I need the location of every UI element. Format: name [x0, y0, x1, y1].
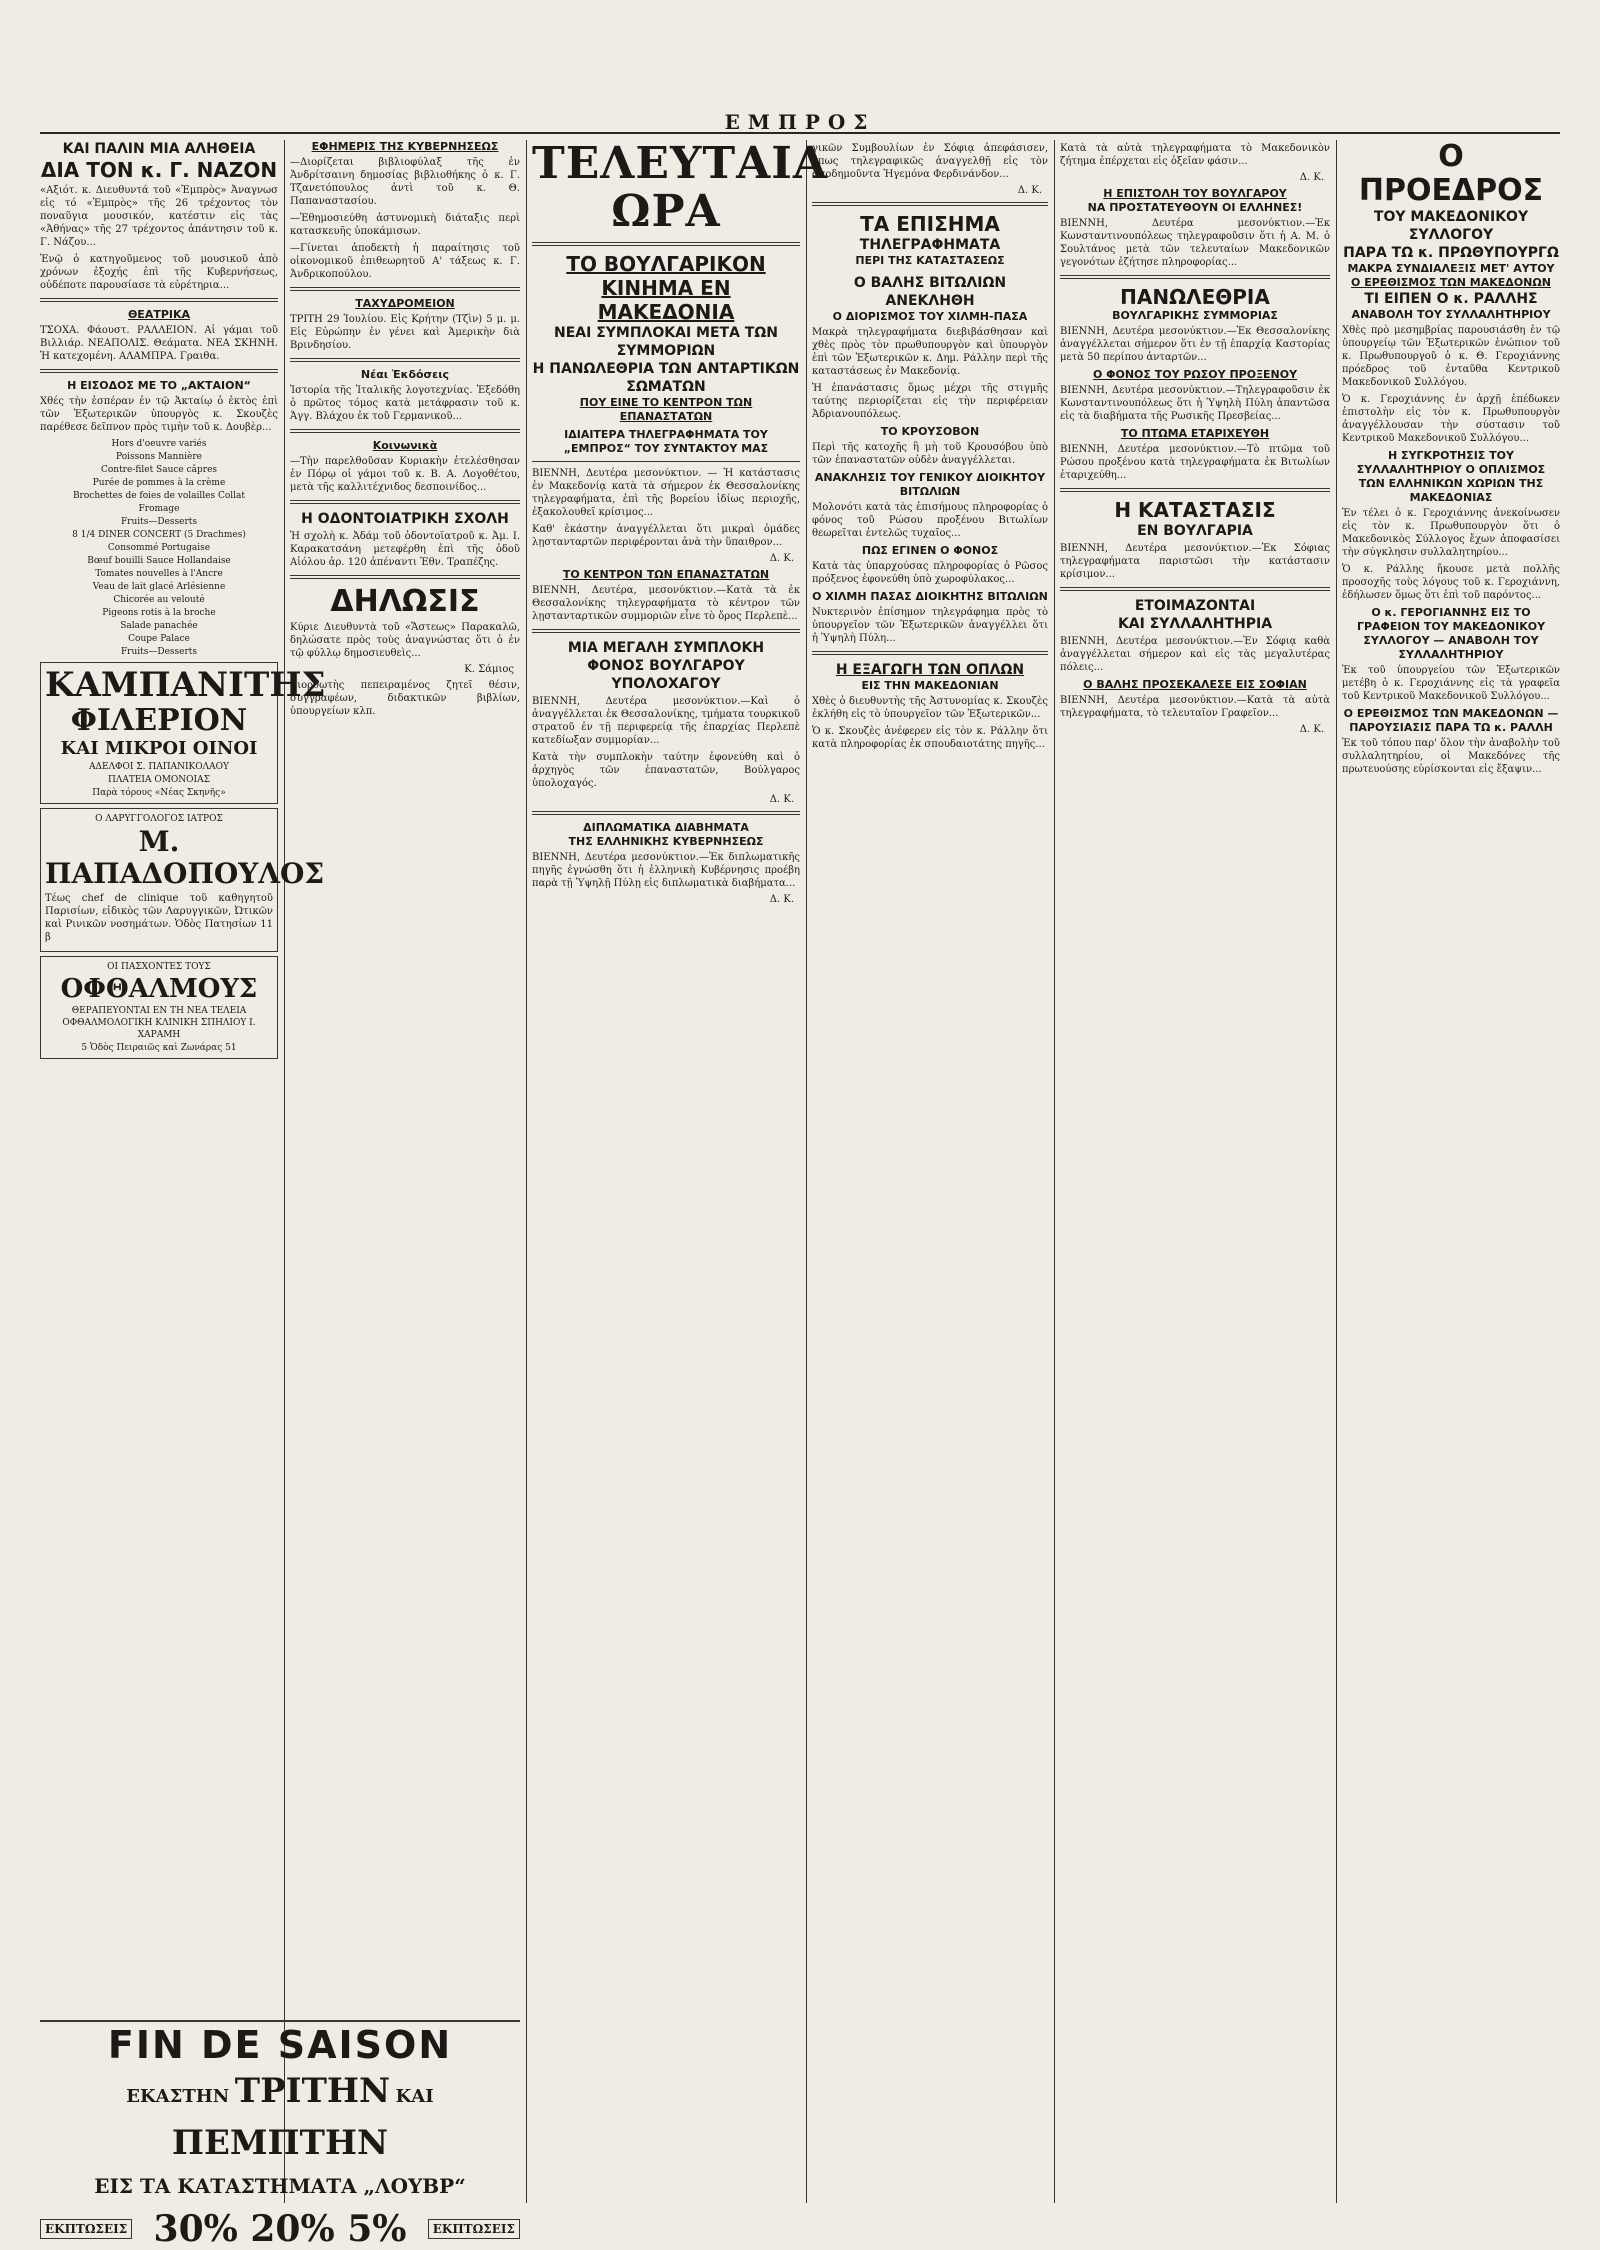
menu-item: Salade panachée — [120, 621, 198, 631]
article-text: Χθὲς πρὸ μεσημβρίας παρουσιάσθη ἐν τῷ ὑπουργείῳ τῶν Ἐξωτερικῶν ἐνώπιον τοῦ κ. Πρωθυπουργοῦ ὁ κ. Θ. Γεροχιάννης πρόεδρος τοῦ ἐνταῦθα Κεντρικοῦ Μακεδονικοῦ Συλλόγου. — [1342, 325, 1560, 388]
divider — [812, 651, 1048, 655]
headline: ΝΑ ΠΡΟΣΤΑΤΕΥΘΟΥΝ ΟΙ ΕΛΛΗΝΕΣ! — [1087, 201, 1303, 214]
column-3 — [532, 138, 828, 2203]
ad-text: Τέως chef de clinique τοῦ καθηγητοῦ Παρισίων, εἰδικὸς τῶν Λαρυγγικῶν, Ὠτικῶν καὶ Ρινικῶν νοσημάτων. Ὁδὸς Πατησίων 11 β — [45, 893, 273, 943]
section-heading: Ο ΧΙΛΜΗ ΠΑΣΑΣ ΔΙΟΙΚΗΤΗΣ ΒΙΤΩΛΙΩΝ — [812, 590, 1048, 603]
divider — [40, 369, 278, 373]
ad-title: ΦΙΛΕΡΙΟΝ — [70, 703, 248, 738]
advertisement — [40, 662, 326, 804]
article-text: γικῶν Συμβουλίων ἐν Σόφιᾳ ἀπεφάσισεν, ὅπως τηλεγραφικῶς ἀναγγελθῇ εἰς τὸν ἀποδημοῦντα Ἡγεμόνα Φερδινάνδον... — [812, 143, 1048, 180]
menu-item: Contre-filet Sauce câpres — [100, 465, 218, 475]
ad-title: ΟΦΘΑΛΜΟΥΣ — [60, 974, 258, 1004]
menu-item: Coupe Palace — [128, 634, 190, 644]
ad-word: ΤΡΙΤΗΝ — [234, 2071, 391, 2111]
section-heading: ΦΟΝΟΣ ΒΟΥΛΓΑΡΟΥ ΥΠΟΛΟΧΑΓΟΥ — [587, 658, 745, 692]
headline: ΠΕΡΙ ΤΗΣ ΚΑΤΑΣΤΑΣΕΩΣ — [855, 254, 1005, 267]
ad-line: Παρὰ τόρους «Νέας Σκηνῆς» — [92, 788, 226, 798]
section-heading: ΜΙΑ ΜΕΓΑΛΗ ΣΥΜΠΛΟΚΗ — [567, 640, 765, 656]
divider — [290, 429, 520, 433]
article-text: Ἐνῷ ὁ κατηγοῦμενος τοῦ μουσικοῦ ἀπὸ χρόνων ἐξοχής ἐπὶ τῆς Κυβερνήσεως, οὐδέποτε παρουσίασε τὰ εὐρέτηρια... — [40, 254, 278, 291]
article-text: Ὁ κ. Σκουζὲς ἀνέφερεν εἰς τὸν κ. Ράλλην ὅτι κατὰ πληροφορίας ἐκ σπουδαιοτάτης πηγῆς... — [812, 726, 1048, 750]
ad-line: ΑΔΕΛΦΟΙ Σ. ΠΑΠΑΝΙΚΟΛΑΟΥ — [89, 762, 229, 772]
column-rule — [1336, 140, 1337, 2203]
divider — [290, 500, 520, 504]
headline: ΔΙΑ ΤΟΝ κ. Γ. ΝΑΖΟΝ — [40, 158, 278, 182]
article-text: ΒΙΕΝΝΗ, Δευτέρα μεσονύκτιον.—Ἐκ Σόφιας τηλεγραφήματα παριστῶσι τὴν κατάστασιν κρίσιμον... — [1060, 543, 1330, 580]
menu-item: Fruits—Desserts — [120, 517, 198, 527]
section-heading: Ο κ. ΓΕΡΟΓΙΑΝΝΗΣ ΕΙΣ ΤΟ ΓΡΑΦΕΙΟΝ ΤΟΥ ΜΑΚΕΔΟΝΙΚΟΥ ΣΥΛΛΟΓΟΥ — ΑΝΑΒΟΛΗ ΤΟΥ ΣΥΛΛΑΛΗΤΗΡΙΟΥ — [1356, 606, 1546, 661]
ad-line: Ο ΛΑΡΥΓΓΟΛΟΓΟΣ ΙΑΤΡΟΣ — [95, 814, 223, 824]
article-text: —Τὴν παρελθοῦσαν Κυριακὴν ἐτελέσθησαν ἐν Πόρῳ οἱ γάμοι τοῦ κ. Β. Α. Λογοθέτου, μετὰ τῆς καλλιτέχνιδος δεσποινίδος... — [290, 456, 520, 493]
article-text: ΒΙΕΝΝΗ, Δευτέρα μεσονύκτιον.—Ἐκ Θεσσαλονίκης ἀναγγέλλεται σήμερον ὅτι ἐν τῇ ἐπαρχίᾳ Καστορίας μετὰ 50 περίπου ἀνταρτῶν... — [1060, 326, 1330, 363]
ad-line: 5 Ὁδὸς Πειραιῶς καὶ Ζωνάρας 51 — [81, 1043, 237, 1053]
divider — [290, 358, 520, 362]
article-text: ΒΙΕΝΝΗ, Δευτέρα μεσονύκτιον.—Ἐκ Κωνσταντινουπόλεως τηλεγραφοῦσιν ὅτι ἡ Α. Μ. ὁ Σουλτάνος μετὰ τῶν τελευταίων Μακεδονικῶν γεγονότων ἐζήτησε πληροφορίας... — [1060, 218, 1330, 268]
ad-title: ΚΑΜΠΑΝΙΤΗΣ — [45, 665, 326, 705]
article-text: Νυκτερινὸν ἐπίσημον τηλεγράφημα πρὸς τὸ ὑπουργεῖον τῶν Ἐξωτερικῶν ἀναγγέλλει ὅτι ἡ Ὑψηλὴ Πύλη... — [812, 607, 1048, 644]
divider — [532, 811, 800, 815]
column-6 — [1342, 140, 1560, 2203]
article-text: ΒΙΕΝΝΗ, Δευτέρα μεσονύκτιον.—Τὸ πτῶμα τοῦ Ρώσου προξένου κατὰ τηλεγραφήματα ἐκ Βιτωλίων ἐταριχεύθη... — [1060, 444, 1330, 481]
menu-item: Fromage — [138, 504, 180, 514]
bottom-advertisement — [40, 2020, 520, 2250]
menu-item: Veau de lait glacé Arlésienne — [92, 582, 226, 592]
divider — [1060, 587, 1330, 591]
section-heading: ΠΩΣ ΕΓΙΝΕΝ Ο ΦΟΝΟΣ — [861, 544, 999, 557]
headline: ΠΟΥ ΕΙΝΕ ΤΟ ΚΕΝΤΡΟΝ ΤΩΝ ΕΠΑΝΑΣΤΑΤΩΝ — [579, 396, 753, 423]
ad-word: ΚΑΙ — [395, 2086, 434, 2107]
article-text: ΤΡΙΤΗ 29 Ἰουλίου. Εἰς Κρήτην (Τζὶν) 5 μ. μ. Εἰς Εὐρώπην ἐν γένει καὶ Ἀμερικὴν διὰ Βρινδησίου. — [290, 314, 520, 351]
menu-item: Bœuf bouilli Sauce Hollandaise — [87, 556, 231, 566]
section-heading: Η ΣΥΓΚΡΟΤΗΣΙΣ ΤΟΥ ΣΥΛΛΑΛΗΤΗΡΙΟΥ Ο ΟΠΛΙΣΜΟΣ ΤΩΝ ΕΛΛΗΝΙΚΩΝ ΧΩΡΙΩΝ ΤΗΣ ΜΑΚΕΔΟΝΙΑΣ — [1356, 449, 1546, 504]
column-rule — [284, 140, 285, 2203]
article-text: Καθ' ἑκάστην ἀναγγέλλεται ὅτι μικραὶ ὁμάδες λῃστανταρτῶν περιφέρονται ἀνὰ τὴν ὕπαιθρον... — [532, 524, 800, 548]
advertisement — [40, 808, 325, 952]
headline: Ο ΠΡΟΕΔΡΟΣ — [1358, 139, 1544, 208]
menu-item: Poissons Mannière — [116, 452, 202, 462]
article-text: «Αξιότ. κ. Διευθυντά τοῦ «Ἐμπρὸς» Ἀναγνωσ εἰς τό «Ἐμπρὸς» τῆς 26 τρέχοντος τὸν ποναῦγια μουσικόν, κατέστιν εἰς τὰς «Ἀθήνας» τῆς 27 τρέχοντος ἀπάντησιν τοῦ κ. Γ. Νάζου... — [40, 185, 278, 248]
section-heading: Κοινωνικὰ — [372, 439, 438, 452]
divider — [532, 242, 800, 246]
divider — [290, 287, 520, 291]
section-heading: Η ΕΙΣΟΔΟΣ ΜΕ ΤΟ „ΑΚΤΑΙΟΝ“ — [67, 379, 251, 392]
masthead: ΕΜΠΡΟΣ — [40, 110, 1560, 134]
headline: ΤΗΛΕΓΡΑΦΗΜΑΤΑ — [859, 237, 1001, 253]
article-text: Ὁ κ. Γεροχιάννης ἐν ἀρχῇ ἐπέδωκεν ἐπιστολὴν εἰς τὸν κ. Πρωθυπουργὸν ἀναγγέλλουσαν τὴν σύστασιν τοῦ Κεντρικοῦ Μακεδονικοῦ Συλλόγου... — [1342, 394, 1560, 444]
headline: ΤΑ ΕΠΙΣΗΜΑ — [860, 212, 1000, 236]
headline: ΠΑΝΩΛΕΘΡΙΑ — [1120, 285, 1270, 309]
ad-line: ΠΛΑΤΕΙΑ ΟΜΟΝΟΙΑΣ — [108, 775, 210, 785]
ad-word: ΕΚΠΤΩΣΕΙΣ — [428, 2219, 520, 2239]
divider — [40, 298, 278, 302]
main-headline: ΤΕΛΕΥΤΑΙΑ ΩΡΑ — [532, 138, 828, 237]
section-heading: Η ΕΞΑΓΩΓΗ ΤΩΝ ΟΠΛΩΝ — [835, 662, 1025, 678]
article-text: ΒΙΕΝΝΗ, Δευτέρα μεσονύκτιον.—Κατὰ τὰ αὐτὰ τηλεγραφήματα, τὸ τελευταῖον Γραφεῖον... — [1060, 695, 1330, 719]
advertisement — [40, 956, 278, 1059]
headline: ΕΝ ΒΟΥΛΓΑΡΙΑ — [1137, 523, 1253, 539]
article-text: Κατὰ τὰ αὐτὰ τηλεγραφήματα τὸ Μακεδονικὸν ζήτημα ἐπέρχεται εἰς ὀξεῖαν φάσιν... — [1060, 143, 1330, 167]
menu-item: Tomates nouvelles à l'Ancre — [95, 569, 223, 579]
menu-item: Brochettes de foies de volailles Collat — [72, 491, 246, 501]
headline: Ο ΦΟΝΟΣ ΤΟΥ ΡΩΣΟΥ ΠΡΟΞΕΝΟΥ — [1092, 368, 1298, 381]
menu-item: Consommé Portugaise — [107, 543, 211, 553]
ad-title: Μ. ΠΑΠΑΔΟΠΟΥΛΟΣ — [45, 825, 325, 890]
section-heading: ΘΕΑΤΡΙΚΑ — [127, 308, 191, 321]
article-text: ΒΙΕΝΝΗ, Δευτέρα μεσονύκτιον.—Ἐκ διπλωματικῆς πηγῆς ἐγνώσθη ὅτι ἡ ἑλληνικὴ Κυβέρνησις προέβη παρὰ τῇ Ὑψηλῇ Πύλῃ εἰς διπλωματικὰ διαβήματα... — [532, 852, 800, 889]
article-text: ΤΣΟΧΑ. Φάουστ. ΡΑΛΛΕΙΟΝ. Αἱ γάμαι τοῦ Βιλλιάρ. ΝΕΑΠΟΛΙΣ. Θεάματα. ΝΕΑ ΣΚΗΝΗ. Ἡ κατεχομένη. ΑΛΑΜΠΡΑ. Γραιθα. — [40, 325, 278, 362]
section-heading: Ο ΕΡΕΘΙΣΜΟΣ ΤΩΝ ΜΑΚΕΔΟΝΩΝ — ΠΑΡΟΥΣΙΑΣΙΣ ΠΑΡΑ ΤΩ κ. ΡΑΛΛΗ — [1343, 707, 1559, 734]
ad-percentages: 30% 20% 5% — [153, 2208, 407, 2250]
divider — [1060, 488, 1330, 492]
article-text: Ἐν τέλει ὁ κ. Γεροχιάννης ἀνεκοίνωσεν εἰς τὸν κ. Πρωθυπουργὸν ὅτι ὁ Μακεδονικὸς Σύλλογος ἔχων ἀποφασίσει τὴν σύγκλησιν συλλαλητηρίου... — [1342, 508, 1560, 558]
ad-line: ΟΙ ΠΑΣΧΟΝΤΕΣ ΤΟΥΣ — [107, 962, 211, 972]
ad-line: ΚΑΙ ΜΙΚΡΟΙ ΟΙΝΟΙ — [60, 738, 258, 759]
article-text: Μολονότι κατὰ τὰς ἐπισήμους πληροφορίας ὁ φόνος τοῦ Ρώσου προξένου Βιτωλίων θεωρεῖται ἐντελῶς τυχαῖος... — [812, 502, 1048, 539]
section-heading: ΤΑΧΥΔΡΟΜΕΙΟΝ — [355, 297, 455, 310]
column-2 — [290, 140, 520, 2013]
article-text: Περὶ τῆς κατοχῆς ἢ μὴ τοῦ Κρουσόβου ὑπὸ τῶν ἐπαναστατῶν οὐδὲν ἀναγγέλλεται. — [812, 442, 1048, 466]
column-rule — [526, 140, 527, 2203]
headline: Ο ΒΑΛΗΣ ΠΡΟΣΕΚΑΛΕΣΕ ΕΙΣ ΣΟΦΙΑΝ — [1083, 678, 1307, 691]
headline: ΔΗΛΩΣΙΣ — [330, 584, 480, 619]
article-text: Ἱστορία τῆς Ἰταλικῆς λογοτεχνίας. Ἐξεδόθη ὁ πρῶτος τόμος κατὰ μετάφρασιν τοῦ κ. Ἀγγ. Βλάχου ἐκ τοῦ Γερμανικοῦ... — [290, 385, 520, 422]
headline: Η ΟΔΟΝΤΟΙΑΤΡΙΚΗ ΣΧΟΛΗ — [301, 511, 509, 527]
ad-line — [40, 2068, 520, 2172]
article-text: Ἡ ἐπανάστασις ὅμως μέχρι τῆς στιγμῆς ταύτης περιορίζεται εἰς τὴν περιφέρειαν Ἀδριανουπόλεως. — [812, 383, 1048, 420]
section-heading: ΕΙΣ ΤΗΝ ΜΑΚΕΔΟΝΙΑΝ — [861, 679, 999, 692]
signature: Δ. Κ. — [1017, 185, 1042, 196]
headline: ΚΑΙ ΣΥΛΛΑΛΗΤΗΡΙΑ — [1117, 616, 1273, 632]
article-text: Ἐκ τοῦ ὑπουργείου τῶν Ἐξωτερικῶν μετέβη ὁ κ. Γεροχιάννης εἰς τὰ γραφεῖα τοῦ Κεντρικοῦ Μακεδονικοῦ Συλλόγου... — [1342, 665, 1560, 702]
divider — [1060, 275, 1330, 279]
headline: ΜΑΚΡΑ ΣΥΝΔΙΑΛΕΞΙΣ ΜΕΤ' ΑΥΤΟΥ — [1347, 262, 1555, 275]
article-text: Κύριε Διευθυντὰ τοῦ «Ἄστεως» Παρακαλῶ, δηλώσατε πρὸς τοὺς ἀναγνώστας ὅτι ὁ ἐν τῷ φύλλῳ δημοσιευθεὶς... — [290, 622, 520, 659]
article-text: Κατὰ τὰς ὑπαρχούσας πληροφορίας ὁ Ρῶσος πρόξενος ἐφονεύθη ὑπὸ χωροφύλακος... — [812, 561, 1048, 585]
article-text: Διορθωτὴς πεπειραμένος ζητεῖ θέσιν, συγγραφέων, διδακτικῶν βιβλίων, ὑπουργείων κλπ. — [290, 680, 520, 717]
headline: ΒΟΥΛΓΑΡΙΚΗΣ ΣΥΜΜΟΡΙΑΣ — [1112, 309, 1278, 322]
headline: ΙΔΙΑΙΤΕΡΑ ΤΗΛΕΓΡΑΦΗΜΑΤΑ ΤΟΥ „ΕΜΠΡΟΣ“ ΤΟΥ ΣΥΝΤΑΚΤΟΥ ΜΑΣ — [563, 428, 769, 455]
column-1 — [40, 140, 326, 2013]
column-rule — [806, 140, 807, 2203]
signature: Δ. Κ. — [1299, 172, 1324, 183]
article-text: ΒΙΕΝΝΗ, Δευτέρα, μεσονύκτιον.—Κατὰ τὰ ἐκ Θεσσαλονίκης τηλεγραφήματα τὸ κέντρον τῶν λῃστανταρτικῶν συμμοριῶν εἶνε τὸ ὄρος Περλεπὲ... — [532, 585, 800, 622]
divider — [532, 629, 800, 633]
article-text: Χθὲς ὁ διευθυντὴς τῆς Ἀστυνομίας κ. Σκουζὲς ἐκλήθη εἰς τὸ ὑπουργεῖον τῶν Ἐξωτερικῶν... — [812, 696, 1048, 720]
divider — [812, 202, 1048, 206]
column-rule — [1054, 140, 1055, 2203]
article-text: Ὁ κ. Ράλλης ἤκουσε μετὰ πολλῆς προσοχῆς τοὺς λόγους τοῦ κ. Γεροχιάννη, ἐδήλωσεν ὅμως ὅτι ἐπὶ τοῦ παρόντος... — [1342, 564, 1560, 601]
section-heading: ΑΝΑΚΛΗΣΙΣ ΤΟΥ ΓΕΝΙΚΟΥ ΔΙΟΙΚΗΤΟΥ ΒΙΤΩΛΙΩΝ — [814, 471, 1046, 498]
ad-row — [40, 2208, 520, 2250]
headline: Η ΕΠΙΣΤΟΛΗ ΤΟΥ ΒΟΥΛΓΑΡΟΥ — [1103, 187, 1287, 200]
headline: ΚΑΙ ΠΑΛΙΝ ΜΙΑ ΑΛΗΘΕΙΑ — [62, 141, 256, 157]
article-text: ΒΙΕΝΝΗ, Δευτέρα μεσονύκτιον. — Ἡ κατάστασις ἐν Μακεδονίᾳ κατὰ τὰ σήμερον ἐκ Θεσσαλονίκης τηλεγραφήματα, ἐπὶ τῆς βορείου ἰδίως περιοχῆς, ἐξακολουθεῖ κρίσιμος... — [532, 468, 800, 518]
article-text: ΒΙΕΝΝΗ, Δευτέρα μεσονύκτιον.—Καὶ ὁ ἀναγγέλλεται ἐκ Θεσσαλονίκης, τμήματα τουρκικοῦ στρατοῦ ἐν τῇ περιφερείᾳ τῆς ἐπαρχίας Περλεπὲ κατεδίωξαν συμμορίαν... — [532, 696, 800, 746]
section-heading: ΤΟ ΚΕΝΤΡΟΝ ΤΩΝ ΕΠΑΝΑΣΤΑΤΩΝ — [562, 568, 770, 581]
section-heading: ΕΦΗΜΕΡΙΣ ΤΗΣ ΚΥΒΕΡΝΗΣΕΩΣ — [311, 140, 499, 153]
column-5 — [1060, 140, 1330, 2203]
article-text: —Διορίζεται βιβλιοφύλαξ τῆς ἐν Ἀνδρίτσαινη δημοσίας βιβλιοθήκης ὁ κ. Γ. Τζανετόπουλος ἀντὶ τοῦ κ. Θ. Παπαναστασίου. — [290, 157, 520, 207]
signature: Δ. Κ. — [769, 553, 794, 564]
section-heading: ΔΙΠΛΩΜΑΤΙΚΑ ΔΙΑΒΗΜΑΤΑ — [583, 821, 749, 834]
divider — [532, 461, 800, 462]
headline: ΕΤΟΙΜΑΖΟΝΤΑΙ — [1134, 598, 1256, 614]
menu-item: Fruits—Desserts — [120, 647, 198, 657]
article-text: ΒΙΕΝΝΗ, Δευτέρα μεσονύκτιον.—Ἐν Σόφιᾳ καθὰ ἀναγγέλλεται σήμερον καὶ εἰς τὰς μεγαλυτέρας πόλεις... — [1060, 636, 1330, 673]
ad-banner: FIN DE SAISON — [107, 2023, 453, 2067]
headline: Ο ΔΙΟΡΙΣΜΟΣ ΤΟΥ ΧΙΛΜΗ-ΠΑΣΑ — [832, 310, 1028, 323]
section-heading: Νέαι Ἐκδόσεις — [360, 368, 450, 381]
ad-word: ΠΕΜΠΤΗΝ — [171, 2123, 389, 2163]
signature: Δ. Κ. — [769, 794, 794, 805]
menu-item: Pigeons rotis à la broche — [102, 608, 216, 618]
article-text: Μακρὰ τηλεγραφήματα διεβιβάσθησαν καὶ χθὲς πρὸς τὸν πρωθυπουργὸν καὶ ὑπουργὸν ἐπὶ τῶν Ἐξωτερικῶν κ. Δημ. Ράλλην περὶ τῆς καταστάσεως ἐν Μακεδονίᾳ. — [812, 327, 1048, 377]
article-text: ΒΙΕΝΝΗ, Δευτέρα μεσονύκτιον.—Τηλεγραφοῦσιν ἐκ Κωνσταντινουπόλεως ὅτι ἡ Ὑψηλὴ Πύλη ἀπαντῶσα εἰς τὰ διαβήματα τῆς Ρωσικῆς Πρεσβείας... — [1060, 385, 1330, 422]
article-text: —Γίνεται ἀποδεκτὴ ἡ παραίτησις τοῦ οἰκονομικοῦ ἐπιθεωρητοῦ Α' τάξεως κ. Γ. Ἀνδρικοπούλου. — [290, 243, 520, 280]
headline: ΤΙ ΕΙΠΕΝ Ο κ. ΡΑΛΛΗΣ — [1364, 291, 1538, 307]
article-text: Κατὰ τὴν συμπλοκὴν ταύτην ἐφονεύθη καὶ ὁ ἀρχηγὸς τῶν ἐπαναστατῶν, Βούλγαρος ὑπολοχαγός. — [532, 752, 800, 789]
menu-item: Purée de pommes à la crème — [92, 478, 226, 488]
column-4 — [812, 140, 1048, 2203]
ad-line: ΕΙΣ ΤΑ ΚΑΤΑΣΤΗΜΑΤΑ „ΛΟΥΒΡ“ — [94, 2174, 466, 2198]
ad-line: ΘΕΡΑΠΕΥΟΝΤΑΙ ΕΝ ΤΗ ΝΕΑ ΤΕΛΕΙΑ ΟΦΘΑΛΜΟΛΟΓΙΚΗ ΚΛΙΝΙΚΗ ΣΠΗΛΙΟΥ Ι. ΧΑΡΑΜΗ — [62, 1006, 256, 1040]
signature: Δ. Κ. — [769, 894, 794, 905]
divider — [290, 575, 520, 579]
section-heading: ΤΟ ΚΡΟΥΣΟΒΟΝ — [880, 425, 980, 438]
headline: ΤΟ ΒΟΥΛΓΑΡΙΚΟΝ ΚΙΝΗΜΑ ΕΝ ΜΑΚΕΔΟΝΙΑ — [566, 252, 766, 324]
headline: ΤΟ ΠΤΩΜΑ ΕΤΑΡΙΧΕΥΘΗ — [1120, 427, 1270, 440]
headline: ΝΕΑΙ ΣΥΜΠΛΟΚΑΙ ΜΕΤΑ ΤΩΝ ΣΥΜΜΟΡΙΩΝ — [554, 325, 778, 359]
article-text: Χθές τὴν ἑσπέραν ἐν τῷ Ἀκταίῳ ὁ ἐκτὸς ἐπὶ τῶν Ἐξωτερικῶν ὑπουργὸς κ. Σκουζὲς παρέθεσε δεῖπνον πρὸς τιμὴν τοῦ κ. Δουβὲρ... — [40, 396, 278, 433]
headline: Η ΠΑΝΩΛΕΘΡΙΑ ΤΩΝ ΑΝΤΑΡΤΙΚΩΝ ΣΩΜΑΤΩΝ — [532, 361, 800, 395]
headline: ΤΟΥ ΜΑΚΕΔΟΝΙΚΟΥ ΣΥΛΛΟΓΟΥ — [1373, 209, 1529, 243]
menu-item: 8 1/4 DINER CONCERT (5 Drachmes) — [72, 530, 246, 540]
headline: Η ΚΑΤΑΣΤΑΣΙΣ — [1114, 498, 1276, 522]
article-text: —Ἐθημοσιεύθη ἀστυνομικὴ διάταξις περὶ κατασκευῆς ὑποκάμισων. — [290, 213, 520, 237]
ad-word: ΕΚΑΣΤΗΝ — [126, 2086, 230, 2107]
headline: Ο ΒΑΛΗΣ ΒΙΤΩΛΙΩΝ ΑΝΕΚΛΗΘΗ — [853, 275, 1007, 309]
signature: Δ. Κ. — [1299, 724, 1324, 735]
section-heading: ΤΗΣ ΕΛΛΗΝΙΚΗΣ ΚΥΒΕΡΝΗΣΕΩΣ — [568, 835, 764, 848]
headline: ΑΝΑΒΟΛΗ ΤΟΥ ΣΥΛΛΑΛΗΤΗΡΙΟΥ — [1351, 308, 1551, 321]
article-text: Ἡ σχολὴ κ. Ἀδάμ τοῦ ὀδοντοϊατροῦ κ. Ἀμ. Ι. Καρακατσάνη μετεφέρθη ἐπὶ τῆς ὁδοῦ Αἰόλου ἀρ. 120 ἀπέναντι Ἐθν. Τραπέζης. — [290, 531, 520, 568]
menu-item: Hors d'oeuvre variés — [111, 439, 207, 449]
menu-item: Chicorée au velouté — [113, 595, 205, 605]
ad-word: ΕΚΠΤΩΣΕΙΣ — [40, 2219, 132, 2239]
menu-list — [40, 438, 278, 658]
headline: ΠΑΡΑ ΤΩ κ. ΠΡΩΘΥΠΟΥΡΓΩ — [1343, 245, 1559, 261]
signature: Κ. Σάμιος — [464, 664, 514, 675]
headline: Ο ΕΡΕΘΙΣΜΟΣ ΤΩΝ ΜΑΚΕΔΟΝΩΝ — [1351, 276, 1551, 289]
article-text: Ἐκ τοῦ τόπου παρ' ὅλον τὴν ἀναβολὴν τοῦ συλλαλητηρίου, οἱ Μακεδόνες τῆς πρωτευούσης εὑρίσκονται εἰς ἔξαψιν... — [1342, 738, 1560, 775]
